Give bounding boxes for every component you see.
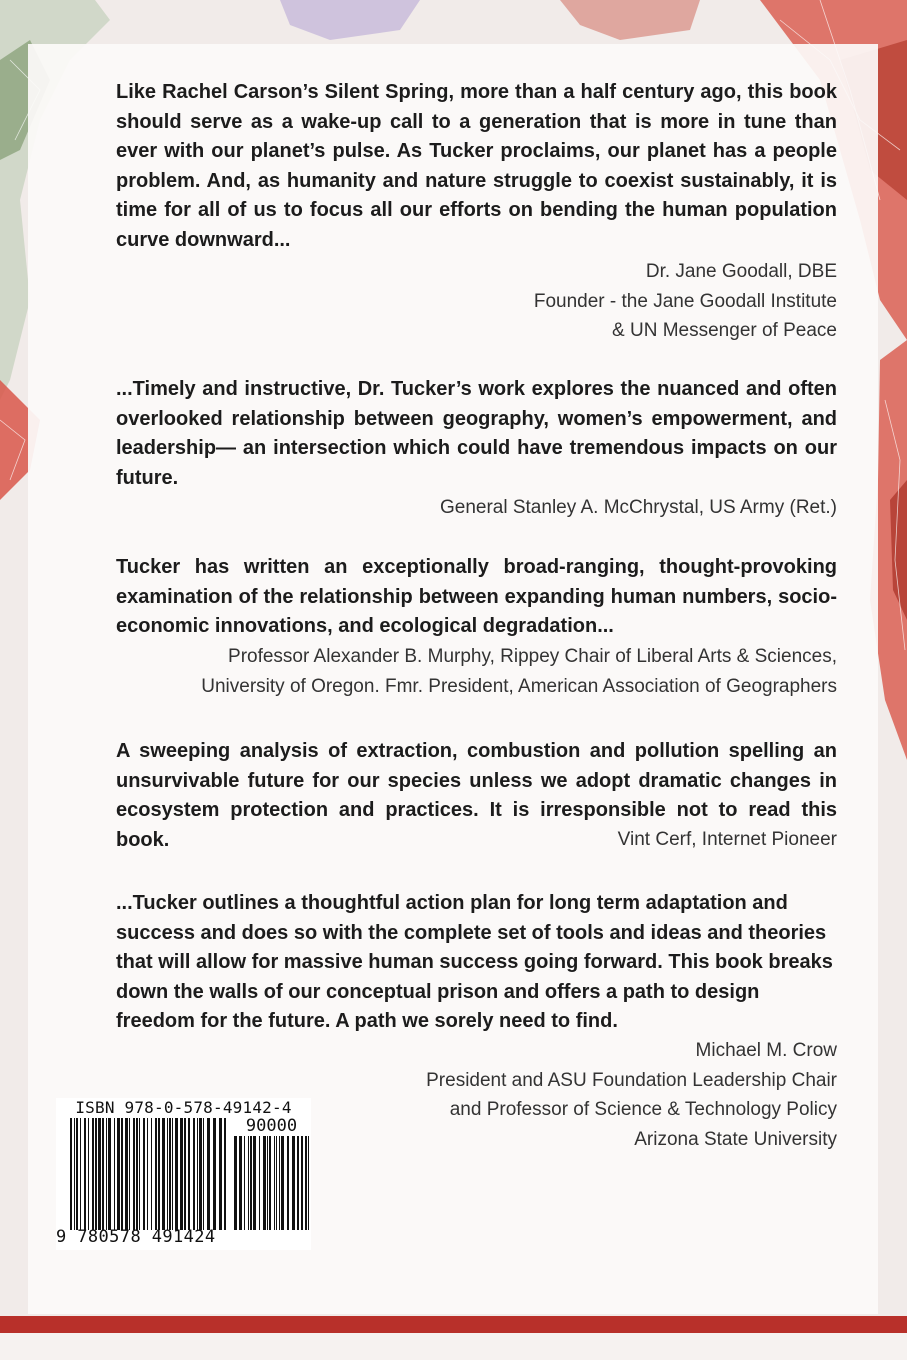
barcode-bar bbox=[136, 1118, 138, 1230]
barcode-bar bbox=[98, 1118, 101, 1230]
barcode-bar bbox=[180, 1118, 183, 1230]
barcode-bar bbox=[250, 1136, 252, 1230]
endorsement-quote-murphy: Tucker has written an exceptionally broad-ranging, thought-provoking examination of the relationship between expanding human numbers, socio-economic innovations, and ecological degradation... bbox=[116, 556, 837, 637]
endorsement-quote-cerf: A sweeping analysis of extraction, combustion and pollution spelling an unsurvivable future for our species unless we adopt dramatic changes in ecosystem protection and practices. It is irresponsible not to read this book. bbox=[116, 740, 837, 851]
attribution-line: and Professor of Science & Technology Policy bbox=[449, 1099, 837, 1120]
attribution-line: Founder - the Jane Goodall Institute bbox=[533, 290, 837, 312]
barcode-bar bbox=[172, 1118, 173, 1230]
barcode-bar bbox=[188, 1118, 190, 1230]
attribution-line: Arizona State University bbox=[634, 1128, 837, 1150]
barcode-bar bbox=[224, 1118, 226, 1230]
barcode-bar bbox=[213, 1118, 216, 1230]
barcode-bar bbox=[102, 1118, 104, 1230]
barcode-bar bbox=[74, 1118, 75, 1230]
barcode-bar bbox=[197, 1118, 198, 1230]
barcode-bar bbox=[121, 1118, 123, 1230]
barcode-bar bbox=[297, 1136, 299, 1230]
barcode-bar bbox=[281, 1136, 284, 1230]
endorsement-quote-crow: ...Tucker outlines a thoughtful action plan for long term adaptation and success and does so with the complete set of tools and ideas and theories that will allow for massive human success going forward. This book breaks down the walls of our conceptual prison and offers a path to design freedom for the future. A path we sorely need to find. bbox=[116, 892, 833, 1032]
barcode-bar bbox=[259, 1136, 260, 1230]
barcode-bar bbox=[80, 1118, 81, 1230]
isbn-label: ISBN 978-0-578-49142-4 bbox=[75, 1098, 292, 1117]
barcode-bar bbox=[125, 1118, 128, 1230]
barcode-bar bbox=[184, 1118, 186, 1230]
attribution-line: & UN Messenger of Peace bbox=[612, 320, 837, 341]
attribution-line: Professor Alexander B. Murphy, Rippey Chair of Liberal Arts & Sciences, bbox=[228, 646, 837, 667]
attribution-line: University of Oregon. Fmr. President, American Association of Geographers bbox=[201, 675, 837, 697]
barcode-bar bbox=[193, 1118, 195, 1230]
barcode-bar bbox=[92, 1118, 94, 1230]
barcode-bar bbox=[169, 1118, 171, 1230]
barcode-bar bbox=[147, 1118, 148, 1230]
endorsement-attribution-cerf bbox=[116, 825, 837, 855]
barcode-bar bbox=[301, 1136, 303, 1230]
barcode-bar bbox=[199, 1118, 202, 1230]
barcode-bar bbox=[287, 1136, 289, 1230]
barcode-bar bbox=[162, 1118, 165, 1230]
barcode-bar bbox=[305, 1136, 307, 1230]
barcode-bar bbox=[248, 1136, 249, 1230]
barcode-bar bbox=[203, 1118, 204, 1230]
barcode-bar bbox=[155, 1118, 157, 1230]
barcode-bar bbox=[129, 1118, 130, 1230]
footer-stripe bbox=[0, 1316, 907, 1333]
barcode-bar bbox=[133, 1118, 135, 1230]
ean-digits: 9 780578 491424 bbox=[56, 1227, 216, 1247]
barcode-bar bbox=[239, 1136, 242, 1230]
attribution-line: Michael M. Crow bbox=[695, 1040, 837, 1061]
barcode-bar bbox=[114, 1118, 115, 1230]
attribution-line: President and ASU Foundation Leadership Chair bbox=[426, 1069, 837, 1091]
barcode-bar bbox=[151, 1118, 152, 1230]
barcode-bar bbox=[219, 1118, 222, 1230]
addon-bars bbox=[234, 1136, 309, 1243]
barcode-bar bbox=[279, 1136, 280, 1230]
barcode-bar bbox=[88, 1118, 89, 1230]
barcode-bar bbox=[292, 1136, 295, 1230]
endorsement-attribution-murphy bbox=[116, 642, 837, 701]
barcode-bar bbox=[269, 1136, 271, 1230]
barcode-bar bbox=[253, 1136, 256, 1230]
barcode-bar bbox=[207, 1118, 210, 1230]
barcode-bar bbox=[308, 1136, 309, 1230]
barcode-bar bbox=[158, 1118, 160, 1230]
barcode-bar bbox=[95, 1118, 97, 1230]
barcode-bar bbox=[267, 1136, 268, 1230]
barcode-bar bbox=[108, 1118, 111, 1230]
attribution-line: Vint Cerf, Internet Pioneer bbox=[617, 829, 837, 850]
endorsement-quote-goodall: Like Rachel Carson’s Silent Spring, more than a half century ago, this book should serve as a wake-up call to a generation that is more in tune than ever with our planet’s pulse. As Tucker proclaims, our planet has a people problem. And, as humanity and nature struggle to coexist sustainably, it is time for all of us to focus all our efforts on bending the human population curve downward... bbox=[116, 81, 837, 251]
barcode-bar bbox=[76, 1118, 78, 1230]
barcode-bar bbox=[276, 1136, 277, 1230]
barcode-bar bbox=[167, 1118, 168, 1230]
barcode-bar bbox=[234, 1136, 237, 1230]
isbn-barcode bbox=[56, 1098, 311, 1250]
endorsement-quote-mcchrystal: ...Timely and instructive, Dr. Tucker’s work explores the nuanced and often overlooked relationship between geography, women’s empowerment, and leadership— an intersection which could have tremendous impacts on our future. bbox=[116, 378, 837, 489]
barcode-bar bbox=[143, 1118, 145, 1230]
barcode-bar bbox=[106, 1118, 107, 1230]
barcode-bar bbox=[84, 1118, 86, 1230]
price-code: 90000 bbox=[245, 1116, 298, 1136]
barcode-bar bbox=[117, 1118, 120, 1230]
attribution-line: General Stanley A. McChrystal, US Army (Ret.) bbox=[439, 497, 837, 518]
attribution-line: Dr. Jane Goodall, DBE bbox=[645, 261, 837, 282]
barcode-bar bbox=[274, 1136, 275, 1230]
endorsement-attribution-goodall bbox=[116, 257, 837, 346]
endorsement-attribution-mcchrystal bbox=[116, 493, 837, 523]
ean-bars bbox=[70, 1118, 226, 1243]
barcode-bar bbox=[175, 1118, 178, 1230]
barcode-bar bbox=[263, 1136, 266, 1230]
barcode-bar bbox=[139, 1118, 140, 1230]
barcode-bar bbox=[244, 1136, 245, 1230]
barcode-bar bbox=[70, 1118, 72, 1230]
